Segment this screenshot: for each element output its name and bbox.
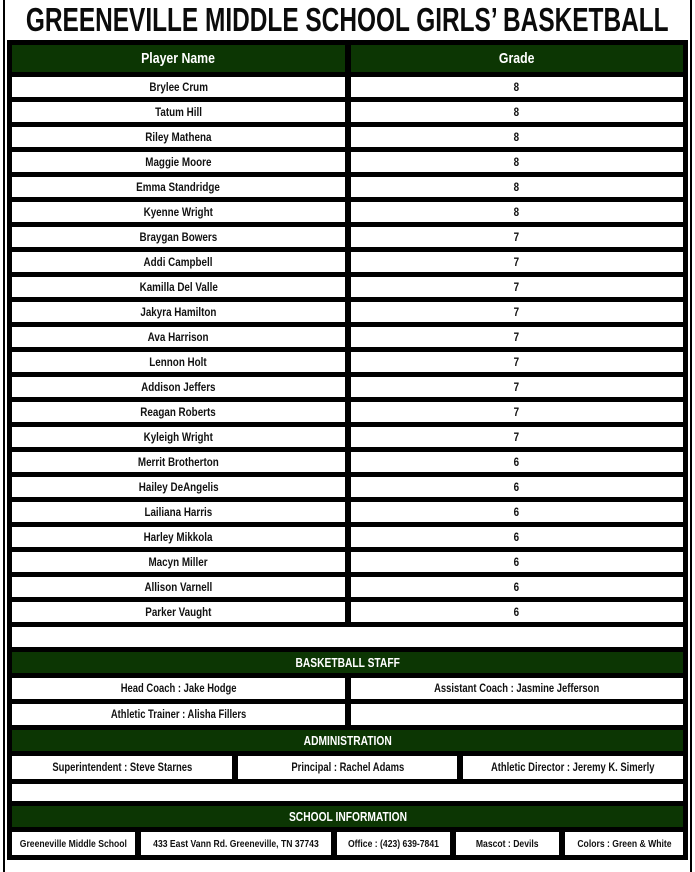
school-name-cell: Greeneville Middle School	[12, 832, 135, 855]
player-name: Hailey DeAngelis	[138, 480, 219, 494]
player-name-cell	[12, 352, 345, 372]
player-grade: 8	[514, 180, 520, 194]
player-grade-cell	[351, 152, 684, 172]
mascot-cell: Mascot : Devils	[456, 832, 559, 855]
office-phone-cell: Office : (423) 639-7841	[337, 832, 450, 855]
player-grade-cell	[351, 277, 684, 297]
player-grade: 8	[514, 105, 520, 119]
roster-row	[12, 177, 683, 197]
player-name-cell	[12, 502, 345, 522]
player-grade: 6	[514, 480, 520, 494]
player-name-cell	[12, 127, 345, 147]
player-grade: 7	[514, 280, 520, 294]
column-header-player-name: Player Name	[12, 45, 345, 72]
roster-row	[12, 427, 683, 447]
player-name: Kyleigh Wright	[143, 430, 213, 444]
page-title	[0, 0, 695, 40]
roster-row	[12, 77, 683, 97]
player-name: Tatum Hill	[154, 105, 202, 119]
player-name: Macyn Miller	[148, 555, 208, 569]
player-name-cell	[12, 402, 345, 422]
roster-row	[12, 102, 683, 122]
empty-cell	[12, 627, 683, 647]
player-name-cell	[12, 177, 345, 197]
player-name-cell	[12, 602, 345, 622]
roster-row	[12, 202, 683, 222]
player-name: Riley Mathena	[145, 130, 212, 144]
roster-row	[12, 252, 683, 272]
player-grade: 7	[514, 305, 520, 319]
school-information-row	[12, 832, 683, 855]
player-name-cell	[12, 527, 345, 547]
player-grade-cell	[351, 577, 684, 597]
assistant-coach-cell: Assistant Coach : Jasmine Jefferson	[351, 678, 684, 699]
player-grade: 7	[514, 355, 520, 369]
player-name: Merrit Brotherton	[137, 455, 219, 469]
roster-row	[12, 227, 683, 247]
player-grade: 7	[514, 330, 520, 344]
school-information-section-header: SCHOOL INFORMATION	[12, 806, 683, 827]
player-name: Addi Campbell	[143, 255, 213, 269]
page-title-text: GREENEVILLE MIDDLE SCHOOL GIRLS’ BASKETBALL	[26, 1, 669, 38]
player-grade-cell	[351, 77, 684, 97]
player-grade-cell	[351, 352, 684, 372]
roster-row	[12, 477, 683, 497]
left-frame-line	[3, 0, 5, 872]
player-grade: 7	[514, 230, 520, 244]
roster-row	[12, 502, 683, 522]
player-name: Lailiana Harris	[144, 505, 213, 519]
player-grade-cell	[351, 402, 684, 422]
player-grade-cell	[351, 177, 684, 197]
player-grade-cell	[351, 502, 684, 522]
player-grade-cell	[351, 427, 684, 447]
player-name: Jakyra Hamilton	[140, 305, 217, 319]
roster-row	[12, 302, 683, 322]
roster-row	[12, 152, 683, 172]
player-name-cell	[12, 477, 345, 497]
player-name: Allison Varnell	[144, 580, 213, 594]
right-frame-line	[690, 0, 692, 872]
player-grade: 8	[514, 80, 520, 94]
athletic-director-cell: Athletic Director : Jeremy K. Simerly	[463, 756, 683, 779]
player-name-cell	[12, 227, 345, 247]
player-grade-cell	[351, 377, 684, 397]
player-grade: 6	[514, 580, 520, 594]
player-grade-cell	[351, 602, 684, 622]
player-name: Reagan Roberts	[140, 405, 216, 419]
player-name-cell	[12, 77, 345, 97]
empty-cell	[12, 784, 683, 801]
player-grade: 6	[514, 505, 520, 519]
player-name-cell	[12, 202, 345, 222]
player-grade-cell	[351, 127, 684, 147]
roster-row	[12, 277, 683, 297]
roster-row	[12, 552, 683, 572]
player-name: Parker Vaught	[145, 605, 212, 619]
player-grade-cell	[351, 227, 684, 247]
roster-row	[12, 402, 683, 422]
player-name-cell	[12, 327, 345, 347]
roster-row	[12, 327, 683, 347]
player-name-cell	[12, 102, 345, 122]
player-name: Maggie Moore	[145, 155, 212, 169]
player-name-cell	[12, 277, 345, 297]
staff-row-2	[12, 704, 683, 725]
player-name: Brylee Crum	[148, 80, 208, 94]
player-name: Emma Standridge	[136, 180, 221, 194]
empty-cell	[351, 704, 684, 725]
roster-table	[7, 40, 688, 860]
player-name: Lennon Holt	[149, 355, 207, 369]
player-grade-cell	[351, 302, 684, 322]
player-grade-cell	[351, 202, 684, 222]
player-name-cell	[12, 427, 345, 447]
player-grade: 7	[514, 255, 520, 269]
player-grade-cell	[351, 327, 684, 347]
player-name-cell	[12, 552, 345, 572]
player-grade-cell	[351, 477, 684, 497]
staff-section-header: BASKETBALL STAFF	[12, 652, 683, 673]
staff-row-1	[12, 678, 683, 699]
empty-row	[12, 627, 683, 647]
school-colors-cell: Colors : Green & White	[565, 832, 683, 855]
player-grade: 8	[514, 205, 520, 219]
player-grade-cell	[351, 102, 684, 122]
player-grade: 6	[514, 605, 520, 619]
roster-row	[12, 127, 683, 147]
athletic-trainer-cell: Athletic Trainer : Alisha Fillers	[12, 704, 345, 725]
player-grade: 6	[514, 455, 520, 469]
player-grade: 6	[514, 530, 520, 544]
roster-row	[12, 577, 683, 597]
roster-header-row	[12, 45, 683, 72]
empty-row	[12, 784, 683, 801]
roster-row	[12, 527, 683, 547]
player-grade-cell	[351, 552, 684, 572]
player-name: Kamilla Del Valle	[139, 280, 218, 294]
player-grade-cell	[351, 527, 684, 547]
player-name-cell	[12, 252, 345, 272]
player-name: Addison Jeffers	[141, 380, 216, 394]
principal-cell: Principal : Rachel Adams	[238, 756, 458, 779]
player-name: Braygan Bowers	[139, 230, 218, 244]
column-header-grade: Grade	[351, 45, 684, 72]
player-grade: 8	[514, 130, 520, 144]
player-grade-cell	[351, 452, 684, 472]
player-name-cell	[12, 377, 345, 397]
player-grade: 7	[514, 430, 520, 444]
administration-row	[12, 756, 683, 779]
roster-body	[12, 77, 683, 622]
player-name: Harley Mikkola	[143, 530, 213, 544]
player-name-cell	[12, 302, 345, 322]
player-grade: 7	[514, 380, 520, 394]
roster-row	[12, 352, 683, 372]
player-grade: 6	[514, 555, 520, 569]
player-grade-cell	[351, 252, 684, 272]
player-name-cell	[12, 152, 345, 172]
player-name-cell	[12, 452, 345, 472]
roster-row	[12, 377, 683, 397]
player-name-cell	[12, 577, 345, 597]
player-name: Kyenne Wright	[143, 205, 213, 219]
player-grade: 7	[514, 405, 520, 419]
player-grade: 8	[514, 155, 520, 169]
roster-row	[12, 452, 683, 472]
administration-section-header: ADMINISTRATION	[12, 730, 683, 751]
player-name: Ava Harrison	[147, 330, 209, 344]
head-coach-cell: Head Coach : Jake Hodge	[12, 678, 345, 699]
superintendent-cell: Superintendent : Steve Starnes	[12, 756, 232, 779]
school-address-cell: 433 East Vann Rd. Greeneville, TN 37743	[141, 832, 332, 855]
roster-row	[12, 602, 683, 622]
